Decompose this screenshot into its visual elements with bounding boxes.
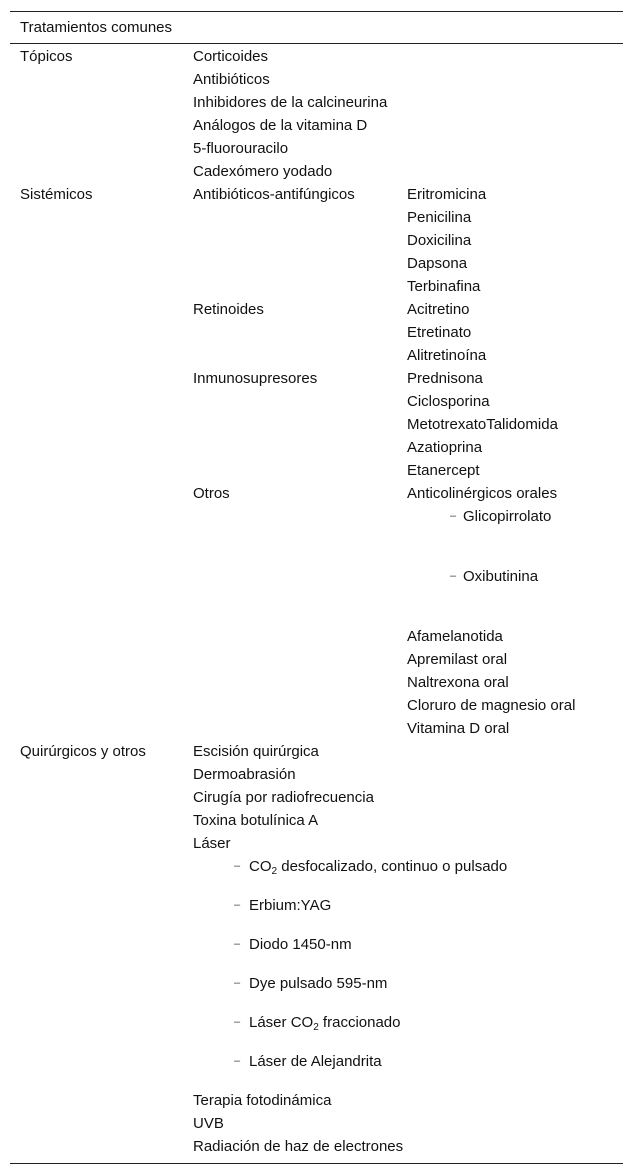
dash-bullet: – [450, 510, 457, 522]
drug-item: Doxicilina [407, 232, 472, 249]
drug-item: Etretinato [407, 324, 472, 341]
topico-item: Cadexómero yodado [193, 163, 333, 180]
drug-item: Etanercept [407, 462, 480, 479]
table-top-rule [10, 11, 623, 12]
drug-item: Terbinafina [407, 278, 481, 295]
procedure-item: Láser [193, 835, 231, 852]
drug-item: Naltrexona oral [407, 674, 509, 691]
dash-bullet: – [234, 938, 241, 950]
dash-bullet: – [234, 977, 241, 989]
drug-item: Penicilina [407, 209, 472, 226]
laser-item: Erbium:YAG [249, 897, 332, 914]
drug-item: Prednisona [407, 370, 483, 387]
drug-item: Vitamina D oral [407, 720, 510, 737]
dash-bullet: – [234, 1055, 241, 1067]
subgroup-otros: Otros [193, 485, 230, 502]
subgroup-inmunosupresores: Inmunosupresores [193, 370, 318, 387]
drug-item: Dapsona [407, 255, 468, 272]
procedure-item: Cirugía por radiofrecuencia [193, 789, 374, 806]
laser-item: Dye pulsado 595-nm [249, 975, 388, 992]
drug-item: Acitretino [407, 301, 470, 318]
topico-item: Corticoides [193, 48, 269, 65]
subgroup-antibioticos: Antibióticos-antifúngicos [193, 186, 355, 203]
treatments-table [10, 11, 623, 1164]
procedure-item: Toxina botulínica A [193, 812, 319, 829]
procedure-item: Escisión quirúrgica [193, 743, 319, 760]
laser-item-co2-fraccionado: Láser $CO_2$ fraccionado [249, 1014, 401, 1033]
table-header-rule [10, 43, 623, 44]
procedure-item: Dermoabrasión [193, 766, 296, 783]
table-header: Tratamientos comunes [20, 19, 173, 36]
drug-item: Alitretinoína [407, 347, 487, 364]
drug-item: Apremilast oral [407, 651, 508, 668]
topico-item: Análogos de la vitamina D [193, 117, 368, 134]
dash-bullet: – [450, 570, 457, 582]
table-bottom-rule [10, 1163, 623, 1164]
dash-bullet: – [234, 1016, 241, 1028]
category-topicos: Tópicos [20, 48, 73, 65]
procedure-item: UVB [193, 1115, 224, 1132]
laser-item-co2: $CO_2$ desfocalizado, continuo o pulsado [249, 858, 508, 877]
dash-bullet: – [234, 899, 241, 911]
procedure-item: Terapia fotodinámica [193, 1092, 332, 1109]
category-quirurgicos: Quirúrgicos y otros [20, 743, 146, 760]
drug-subitem: Oxibutinina [463, 568, 539, 585]
drug-item: Eritromicina [407, 186, 487, 203]
drug-item: Ciclosporina [407, 393, 490, 410]
drug-item: Azatioprina [407, 439, 483, 456]
topico-item: Antibióticos [193, 71, 270, 88]
drug-subitem: Glicopirrolato [463, 508, 552, 525]
laser-item: Diodo 1450-nm [249, 936, 352, 953]
drug-item: Anticolinérgicos orales [407, 485, 558, 502]
topico-item: Inhibidores de la calcineurina [193, 94, 388, 111]
drug-item: MetotrexatoTalidomida [407, 416, 558, 433]
topico-item: 5-fluorouracilo [193, 140, 289, 157]
drug-item: Afamelanotida [407, 628, 503, 645]
dash-bullet: – [234, 860, 241, 872]
category-sistemicos: Sistémicos [20, 186, 93, 203]
procedure-item: Radiación de haz de electrones [193, 1138, 404, 1155]
subgroup-retinoides: Retinoides [193, 301, 264, 318]
drug-item: Cloruro de magnesio oral [407, 697, 576, 714]
laser-item: Láser de Alejandrita [249, 1053, 382, 1070]
